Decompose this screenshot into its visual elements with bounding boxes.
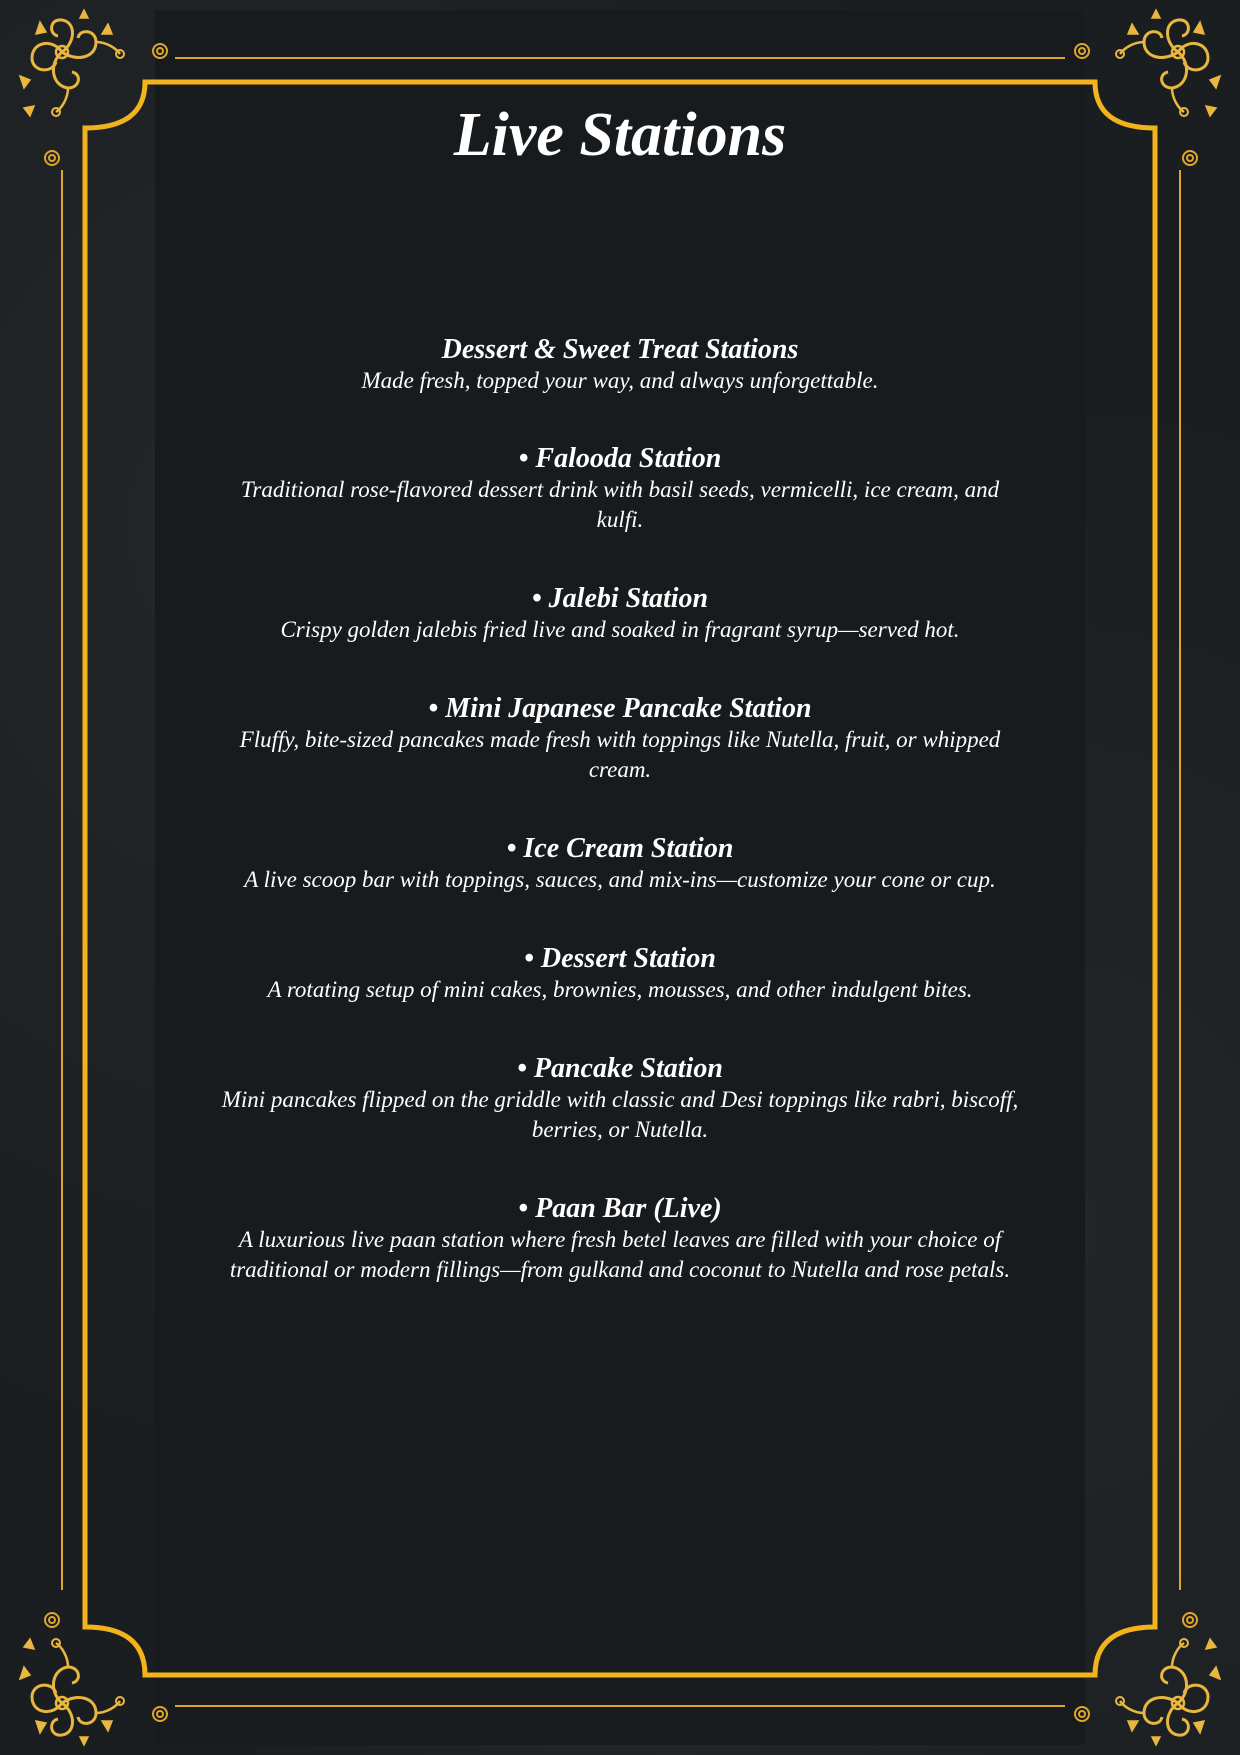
section-subheading: Made fresh, topped your way, and always unforgettable. <box>361 368 879 393</box>
menu-content <box>220 334 1020 1333</box>
station-description: Traditional rose-flavored dessert drink with basil seeds, vermicelli, ice cream, and kulfi. <box>240 477 1000 532</box>
station-description: Crispy golden jalebis fried live and soaked in fragrant syrup—served hot. <box>280 617 960 642</box>
corner-ornament-bottom-right <box>1116 1639 1220 1745</box>
corner-ornament-bottom-left <box>20 1639 124 1745</box>
station-description: A luxurious live paan station where fresh betel leaves are filled with your choice of traditional or modern fillings—from gulkand and coconut to Nutella and rose petals. <box>229 1227 1011 1282</box>
station-description: Fluffy, bite-sized pancakes made fresh with toppings like Nutella, fruit, or whipped cream. <box>239 727 1001 782</box>
station-item <box>220 943 1020 1005</box>
station-item <box>220 1053 1020 1145</box>
station-item <box>220 583 1020 645</box>
station-name: • Mini Japanese Pancake Station <box>428 693 812 724</box>
station-description: Mini pancakes flipped on the griddle with classic and Desi toppings like rabri, biscoff, berries, or Nutella. <box>221 1087 1019 1142</box>
section-heading: Dessert & Sweet Treat Stations <box>441 334 799 365</box>
station-name: • Falooda Station <box>518 443 722 474</box>
station-item <box>220 1193 1020 1285</box>
station-item <box>220 833 1020 895</box>
station-name: • Pancake Station <box>517 1053 723 1084</box>
station-name: • Paan Bar (Live) <box>518 1193 722 1224</box>
station-name: • Jalebi Station <box>531 583 709 614</box>
station-name: • Ice Cream Station <box>506 833 734 864</box>
station-item <box>220 443 1020 535</box>
station-description: A live scoop bar with toppings, sauces, and mix-ins—customize your cone or cup. <box>244 867 996 892</box>
page-title: Live Stations <box>453 101 787 169</box>
station-item <box>220 693 1020 785</box>
station-name: • Dessert Station <box>524 943 716 974</box>
station-description: A rotating setup of mini cakes, brownies, mousses, and other indulgent bites. <box>267 977 973 1002</box>
